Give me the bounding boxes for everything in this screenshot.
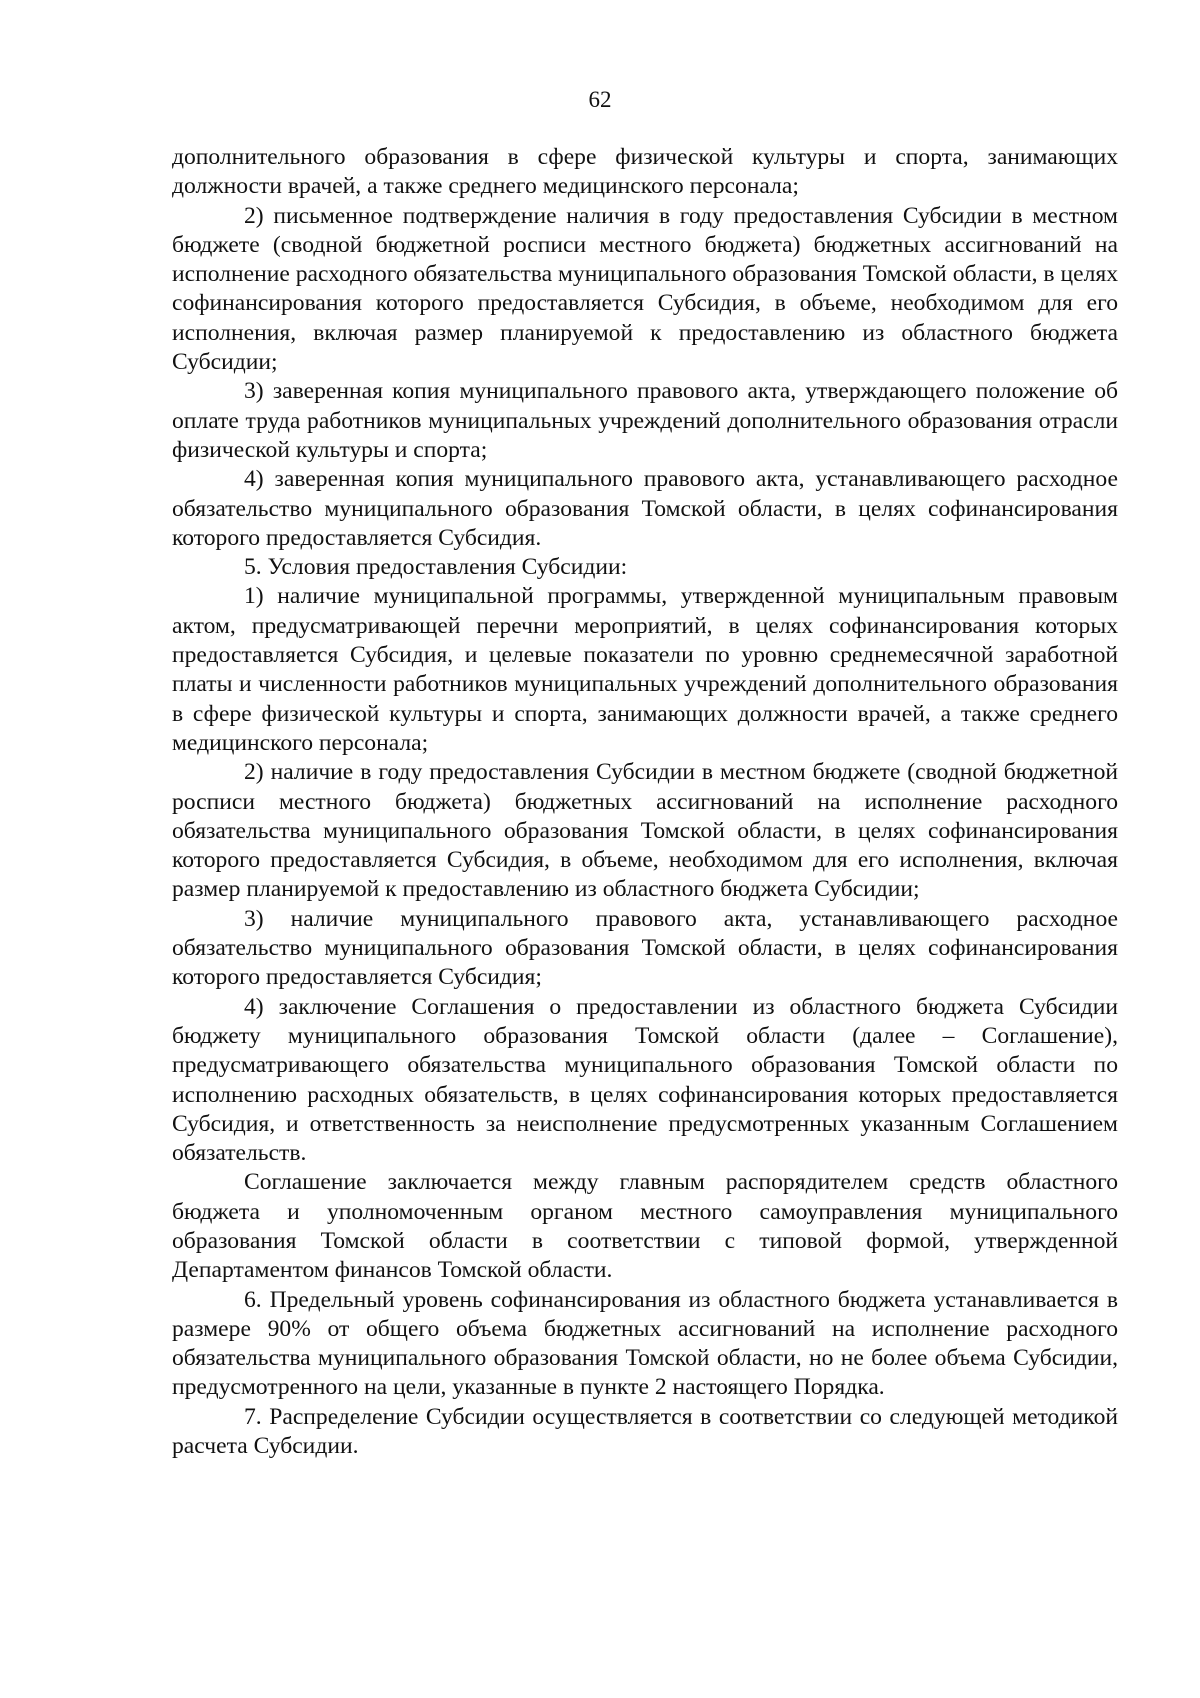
paragraph-condition-3: 3) наличие муниципального правового акта, устанавливающего расходное обязательство муниципального образования Томской области, в целях софинансирования которого предоставляется Субсидия; <box>172 905 1118 991</box>
paragraph-item-4-certified-copy: 4) заверенная копия муниципального правового акта, устанавливающего расходное обязательство муниципального образования Томской области, в целях софинансирования которого предоставляется Субсидия. <box>172 466 1118 551</box>
paragraph-item-3-certified-copy: 3) заверенная копия муниципального правового акта, утверждающего положение об оплате труда работников муниципальных учреждений дополнительного образования отрасли физической культуры и спорта; <box>172 378 1118 463</box>
paragraph-item-2-written-confirmation: 2) письменное подтверждение наличия в году предоставления Субсидии в местном бюджете (сводной бюджетной росписи местного бюджета) бюджетных ассигнований на исполнение расходного обязательства муниципального образования Томской области, в целях софинансирования которого предоставляется Субсидия, в объеме, необходимом для его исполнения, включая размер планируемой к предоставлению из областного бюджета Субсидии; <box>172 202 1118 376</box>
paragraph-section-6: 6. Предельный уровень софинансирования из областного бюджета устанавливается в размере 90% от общего объема бюджетных ассигнований на исполнение расходного обязательства муниципального образования Томской области, но не более объема Субсидии, предусмотренного на цели, указанные в пункте 2 настоящего Порядка. <box>172 1286 1118 1401</box>
paragraph-section-7: 7. Распределение Субсидии осуществляется в соответствии со следующей методикой расчета Субсидии. <box>172 1403 1118 1460</box>
paragraph-continuation: дополнительного образования в сфере физической культуры и спорта, занимающих должности врачей, а также среднего медицинского персонала; <box>172 144 1118 200</box>
paragraph-section-5-heading: 5. Условия предоставления Субсидии: <box>244 554 628 581</box>
paragraph-condition-4: 4) заключение Соглашения о предоставлении из областного бюджета Субсидии бюджету муниципального образования Томской области (далее – Соглашение), предусматривающего обязательства муниципального образования Томской области по исполнению расходных обязательств, в целях софинансирования которых предоставляется Субсидия, и ответственность за неисполнение предусмотренных указанным Соглашением обязательств. <box>172 993 1118 1167</box>
page-number: 62 <box>588 87 612 112</box>
paragraph-agreement: Соглашение заключается между главным распорядителем средств областного бюджета и уполномоченным органом местного самоуправления муниципального образования Томской области в соответствии с типовой формой, утвержденной Департаментом финансов Томской области. <box>172 1169 1118 1284</box>
paragraph-condition-1: 1) наличие муниципальной программы, утвержденной муниципальным правовым актом, предусматривающей перечни мероприятий, в целях софинансирования которых предоставляется Субсидия, и целевые показатели по уровню среднемесячной заработной платы и численности работников муниципальных учреждений дополнительного образования в сфере физической культуры и спорта, занимающих должности врачей, а также среднего медицинского персонала; <box>172 583 1118 756</box>
paragraph-condition-2: 2) наличие в году предоставления Субсидии в местном бюджете (сводной бюджетной росписи местного бюджета) бюджетных ассигнований на исполнение расходного обязательства муниципального образования Томской области, в целях софинансирования которого предоставляется Субсидия, в объеме, необходимом для его исполнения, включая размер планируемой к предоставлению из областного бюджета Субсидии; <box>172 759 1118 903</box>
document-body <box>172 143 1118 1461</box>
